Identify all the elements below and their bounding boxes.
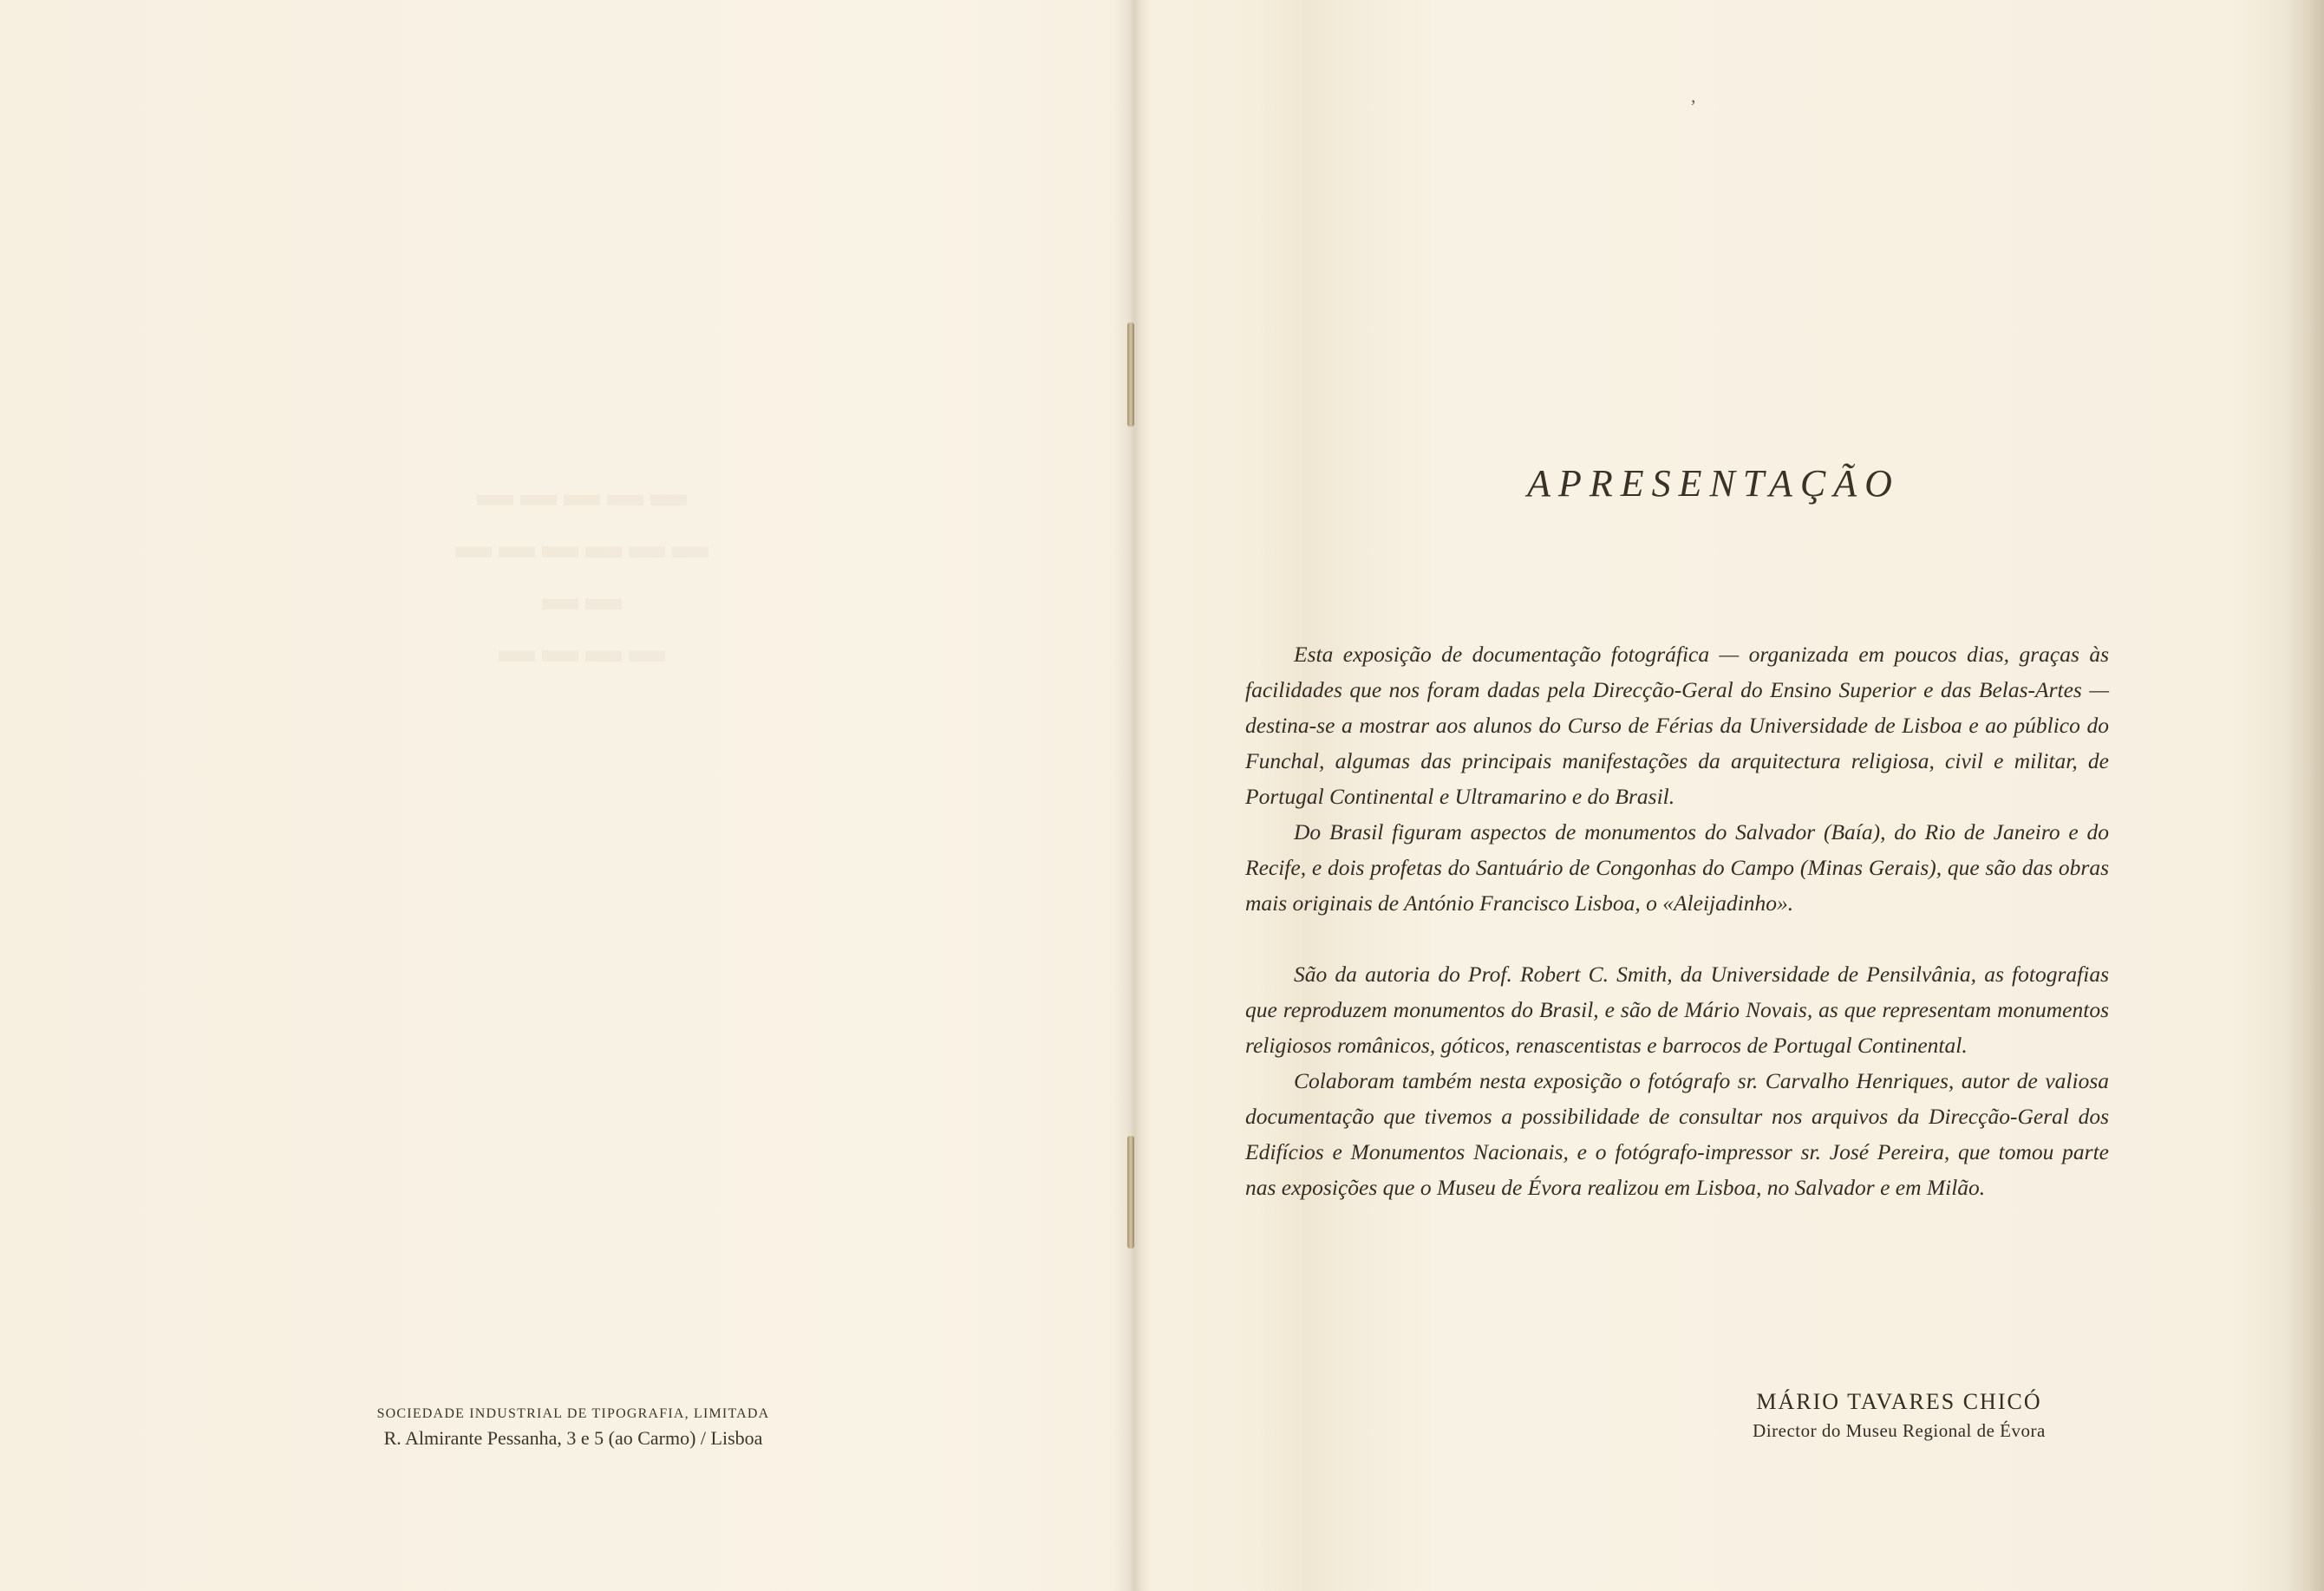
signature-block (1630, 1389, 2168, 1442)
paragraph: Do Brasil figuram aspectos de monumentos do Salvador (Baía), do Rio de Janeiro e do Recife, e dois profetas do Santuário de Congonhas do Campo (Minas Gerais), que são das obras mais originais de António Francisco Lisboa, o «Aleijadinho». (1245, 819, 2109, 916)
printer-address: R. Almirante Pessanha, 3 e 5 (ao Carmo) / Lisboa (383, 1427, 763, 1449)
paragraph: Esta exposição de documentação fotográfica — organizada em poucos dias, graças às facilidades que nos foram dadas pela Direcção-Geral do Ensino Superior e das Belas-Artes — destina-se a mostrar aos alunos do Curso de Férias da Universidade de Lisboa e ao público do Funchal, algumas das principais manifestações da arquitectura religiosa, civil e militar, de Portugal Continental e Ultramarino e do Brasil. (1245, 642, 2109, 809)
ink-mark: , (1691, 85, 1696, 107)
printer-name: SOCIEDADE INDUSTRIAL DE TIPOGRAFIA, LIMITADA (376, 1406, 770, 1421)
show-through-text: ▬▬▬▬▬ ▬▬▬▬▬▬ ▬▬ ▬▬▬▬ (455, 474, 715, 670)
signature-name: MÁRIO TAVARES CHICÓ (1756, 1389, 2042, 1414)
presentation-text (1245, 636, 2109, 1205)
left-page (0, 0, 1127, 1591)
paragraph: Colaboram também nesta exposição o fotógrafo sr. Carvalho Henriques, autor de valiosa documentação que tivemos a possibilidade de consultar nos arquivos da Direcção-Geral dos Edifícios e Monumentos Nacionais, e o fotógrafo-impressor sr. José Pereira, que tomou parte nas exposições que o Museu de Évora realizou em Lisboa, no Salvador e em Milão. (1245, 1068, 2109, 1200)
signature-role: Director do Museu Regional de Évora (1753, 1420, 2046, 1441)
printer-imprint (347, 1406, 800, 1450)
page-edge (2284, 0, 2324, 1591)
paragraph: São da autoria do Prof. Robert C. Smith, da Universidade de Pensilvânia, as fotografias que reproduzem monumentos do Brasil, e são de Mário Novais, as que representam monumentos religiosos românicos, góticos, renascentistas e barrocos de Portugal Continental. (1245, 962, 2109, 1058)
page-title: APRESENTAÇÃO (1527, 462, 1900, 505)
